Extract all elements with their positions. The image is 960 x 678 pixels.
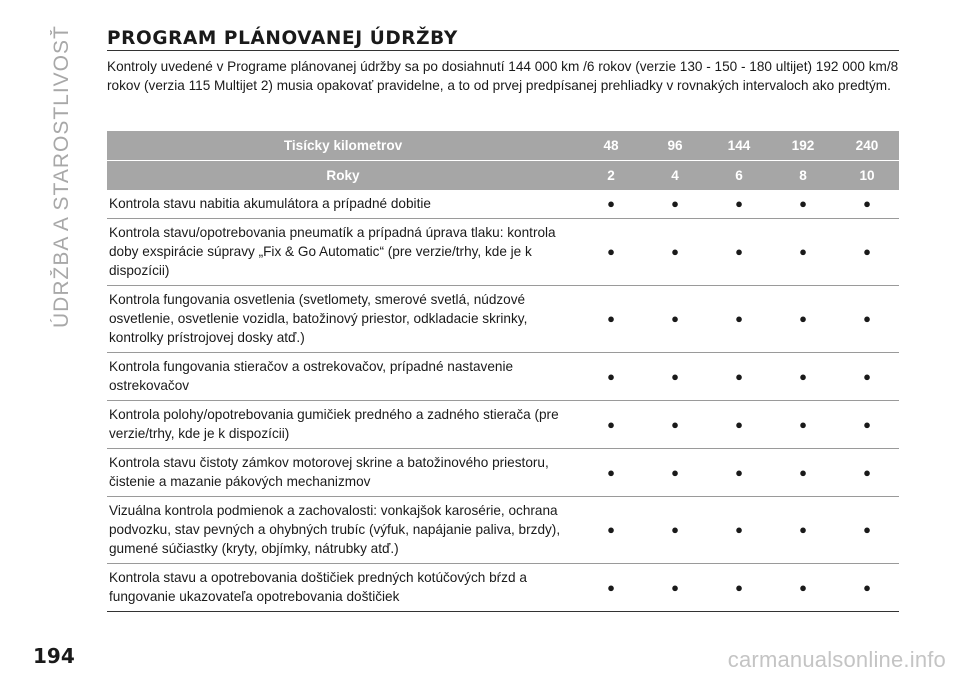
check-description: Kontrola fungovania osvetlenia (svetlomety, smerové svetlá, núdzové osvetlenie, osvetlenie vozidla, batožinový priestor, odkladacie skrinky, kontrolky prístrojovej dosky atď.) xyxy=(107,286,579,353)
table-row xyxy=(107,219,899,286)
years-header-cell: 10 xyxy=(835,161,899,191)
interval-dot-icon: ● xyxy=(579,353,643,401)
title-divider xyxy=(107,50,899,51)
km-header-cell: 96 xyxy=(643,131,707,161)
interval-dot-icon: ● xyxy=(835,219,899,286)
interval-dot-icon: ● xyxy=(707,353,771,401)
interval-dot-icon: ● xyxy=(835,449,899,497)
km-header-label: Tisícky kilometrov xyxy=(107,131,579,161)
interval-dot-icon: ● xyxy=(771,449,835,497)
interval-dot-icon: ● xyxy=(707,449,771,497)
page-number: 194 xyxy=(33,644,75,668)
interval-dot-icon: ● xyxy=(643,401,707,449)
km-header-cell: 240 xyxy=(835,131,899,161)
interval-dot-icon: ● xyxy=(579,219,643,286)
intro-paragraph: Kontroly uvedené v Programe plánovanej údržby sa po dosiahnutí 144 000 km /6 rokov (verzie 130 - 150 - 180 ultijet) 192 000 km/8 rokov (verzia 115 Multijet 2) musia opakovať pravidelne, a to od prvej predpísanej prehliadky v rovnakých intervaloch ako predtým. xyxy=(107,59,899,93)
page-title: PROGRAM PLÁNOVANEJ ÚDRŽBY xyxy=(107,28,458,49)
table-row xyxy=(107,286,899,353)
years-header-cell: 4 xyxy=(643,161,707,191)
interval-dot-icon: ● xyxy=(771,286,835,353)
maintenance-schedule-table xyxy=(107,131,899,612)
table-row xyxy=(107,449,899,497)
interval-dot-icon: ● xyxy=(707,286,771,353)
interval-dot-icon: ● xyxy=(643,190,707,219)
interval-dot-icon: ● xyxy=(771,497,835,564)
interval-dot-icon: ● xyxy=(835,401,899,449)
table-row xyxy=(107,401,899,449)
interval-dot-icon: ● xyxy=(643,497,707,564)
years-header-label: Roky xyxy=(107,161,579,191)
interval-dot-icon: ● xyxy=(835,190,899,219)
check-description: Kontrola stavu/opotrebovania pneumatík a prípadná úprava tlaku: kontrola doby exspirácie súpravy „Fix & Go Automatic“ (pre verzie/trhy, kde je k dispozícii) xyxy=(107,219,579,286)
years-header-row xyxy=(107,161,899,191)
interval-dot-icon: ● xyxy=(835,353,899,401)
table-row xyxy=(107,497,899,564)
interval-dot-icon: ● xyxy=(643,286,707,353)
table-row xyxy=(107,564,899,612)
years-header-cell: 6 xyxy=(707,161,771,191)
interval-dot-icon: ● xyxy=(707,190,771,219)
interval-dot-icon: ● xyxy=(579,449,643,497)
interval-dot-icon: ● xyxy=(643,353,707,401)
interval-dot-icon: ● xyxy=(771,564,835,612)
km-header-cell: 192 xyxy=(771,131,835,161)
interval-dot-icon: ● xyxy=(579,286,643,353)
km-header-cell: 48 xyxy=(579,131,643,161)
check-description: Kontrola stavu a opotrebovania doštičiek predných kotúčových bŕzd a fungovanie ukazovateľa opotrebovania doštičiek xyxy=(107,564,579,612)
interval-dot-icon: ● xyxy=(835,497,899,564)
table-row xyxy=(107,190,899,219)
table-row xyxy=(107,353,899,401)
interval-dot-icon: ● xyxy=(771,190,835,219)
interval-dot-icon: ● xyxy=(579,564,643,612)
km-header-cell: 144 xyxy=(707,131,771,161)
interval-dot-icon: ● xyxy=(771,353,835,401)
check-description: Kontrola stavu čistoty zámkov motorovej skrine a batožinového priestoru, čistenie a mazanie pákových mechanizmov xyxy=(107,449,579,497)
check-description: Kontrola fungovania stieračov a ostrekovačov, prípadné nastavenie ostrekovačov xyxy=(107,353,579,401)
interval-dot-icon: ● xyxy=(579,497,643,564)
interval-dot-icon: ● xyxy=(579,190,643,219)
interval-dot-icon: ● xyxy=(707,401,771,449)
years-header-cell: 2 xyxy=(579,161,643,191)
interval-dot-icon: ● xyxy=(707,564,771,612)
check-description: Kontrola polohy/opotrebovania gumičiek predného a zadného stierača (pre verzie/trhy, kde je k dispozícii) xyxy=(107,401,579,449)
interval-dot-icon: ● xyxy=(643,449,707,497)
interval-dot-icon: ● xyxy=(707,497,771,564)
check-description: Kontrola stavu nabitia akumulátora a prípadné dobitie xyxy=(107,190,579,219)
interval-dot-icon: ● xyxy=(771,401,835,449)
interval-dot-icon: ● xyxy=(579,401,643,449)
section-side-label: ÚDRŽBA A STAROSTLIVOSŤ xyxy=(50,25,73,328)
interval-dot-icon: ● xyxy=(771,219,835,286)
interval-dot-icon: ● xyxy=(643,219,707,286)
years-header-cell: 8 xyxy=(771,161,835,191)
km-header-row xyxy=(107,131,899,161)
interval-dot-icon: ● xyxy=(643,564,707,612)
interval-dot-icon: ● xyxy=(835,564,899,612)
interval-dot-icon: ● xyxy=(707,219,771,286)
watermark: carmanualsonline.info xyxy=(727,647,946,672)
check-description: Vizuálna kontrola podmienok a zachovalosti: vonkajšok karosérie, ochrana podvozku, stav pevných a ohybných trubíc (výfuk, napájanie paliva, brzdy), gumené súčiastky (kryty, objímky, nátrubky atď.) xyxy=(107,497,579,564)
interval-dot-icon: ● xyxy=(835,286,899,353)
